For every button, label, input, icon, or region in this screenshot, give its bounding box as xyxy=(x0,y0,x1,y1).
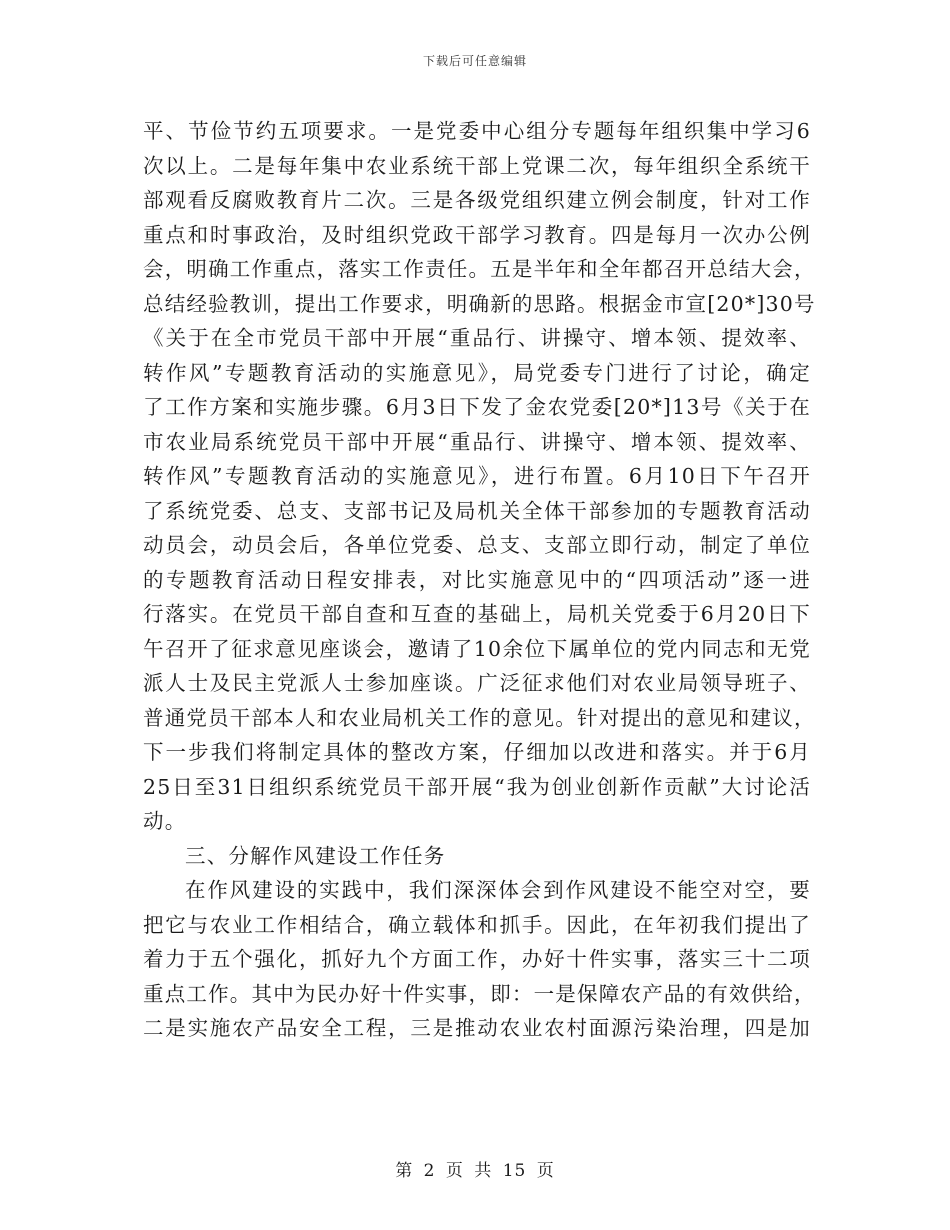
text-line: 着力于五个强化，抓好九个方面工作，办好十件实事，落实三十二项 xyxy=(143,947,811,971)
text-line: 平、节俭节约五项要求。一是党委中心组分专题每年组织集中学习6 xyxy=(143,119,811,143)
text-line: 动员会，动员会后，各单位党委、总支、支部立即行动，制定了单位 xyxy=(143,533,811,557)
text-line: 二是实施农产品安全工程，三是推动农业农村面源污染治理，四是加 xyxy=(143,1016,811,1040)
text-line: 了系统党委、总支、支部书记及局机关全体干部参加的专题教育活动 xyxy=(143,498,811,523)
text-line: 转作风”专题教育活动的实施意见》，局党委专门进行了讨论，确定 xyxy=(143,360,811,385)
text-line: 下一步我们将制定具体的整改方案，仔细加以改进和落实。并于6月 xyxy=(143,740,811,764)
text-line: 把它与农业工作相结合，确立载体和抓手。因此，在年初我们提出了 xyxy=(143,912,811,937)
text-line: 派人士及民主党派人士参加座谈。广泛征求他们对农业局领导班子、 xyxy=(143,671,811,695)
text-line: 在作风建设的实践中，我们深深体会到作风建设不能空对空，要 xyxy=(185,878,811,902)
text-line: 部观看反腐败教育片二次。三是各级党组织建立例会制度，针对工作 xyxy=(143,188,811,212)
text-line: 普通党员干部本人和农业局机关工作的意见。针对提出的意见和建议， xyxy=(143,705,816,730)
text-line: 重点工作。其中为民办好十件实事，即：一是保障农产品的有效供给， xyxy=(143,981,816,1006)
text-line: 《关于在全市党员干部中开展“重品行、讲操守、增本领、提效率、 xyxy=(143,326,811,350)
text-line: 转作风”专题教育活动的实施意见》，进行布置。6月10日下午召开 xyxy=(143,464,811,488)
text-line: 次以上。二是每年集中农业系统干部上党课二次，每年组织全系统干 xyxy=(143,153,811,178)
text-line: 市农业局系统党员干部中开展“重品行、讲操守、增本领、提效率、 xyxy=(143,429,811,454)
text-line: 午召开了征求意见座谈会，邀请了10余位下属单位的党内同志和无党 xyxy=(143,636,811,661)
text-line: 25日至31日组织系统党员干部开展“我为创业创新作贡献”大讨论活 xyxy=(143,774,811,799)
text-line: 的专题教育活动日程安排表，对比实施意见中的“四项活动”逐一进 xyxy=(143,567,811,592)
text-line: 了工作方案和实施步骤。6月3日下发了金农党委[20*]13号《关于在 xyxy=(143,395,811,419)
page-number-footer: 第 2 页 共 15 页 xyxy=(395,1161,555,1181)
text-line: 总结经验教训，提出工作要求，明确新的思路。根据金市宣[20*]30号 xyxy=(143,291,816,316)
header-note: 下载后可任意编辑 xyxy=(422,54,527,68)
text-line: 动。 xyxy=(143,809,187,833)
document-body xyxy=(143,114,816,1046)
text-line: 重点和时事政治，及时组织党政干部学习教育。四是每月一次办公例 xyxy=(143,222,811,247)
text-line: 会，明确工作重点，落实工作责任。五是半年和全年都召开总结大会， xyxy=(143,257,816,281)
text-line: 三、分解作风建设工作任务 xyxy=(185,843,446,868)
text-line: 行落实。在党员干部自查和互查的基础上，局机关党委于6月20日下 xyxy=(143,602,811,626)
